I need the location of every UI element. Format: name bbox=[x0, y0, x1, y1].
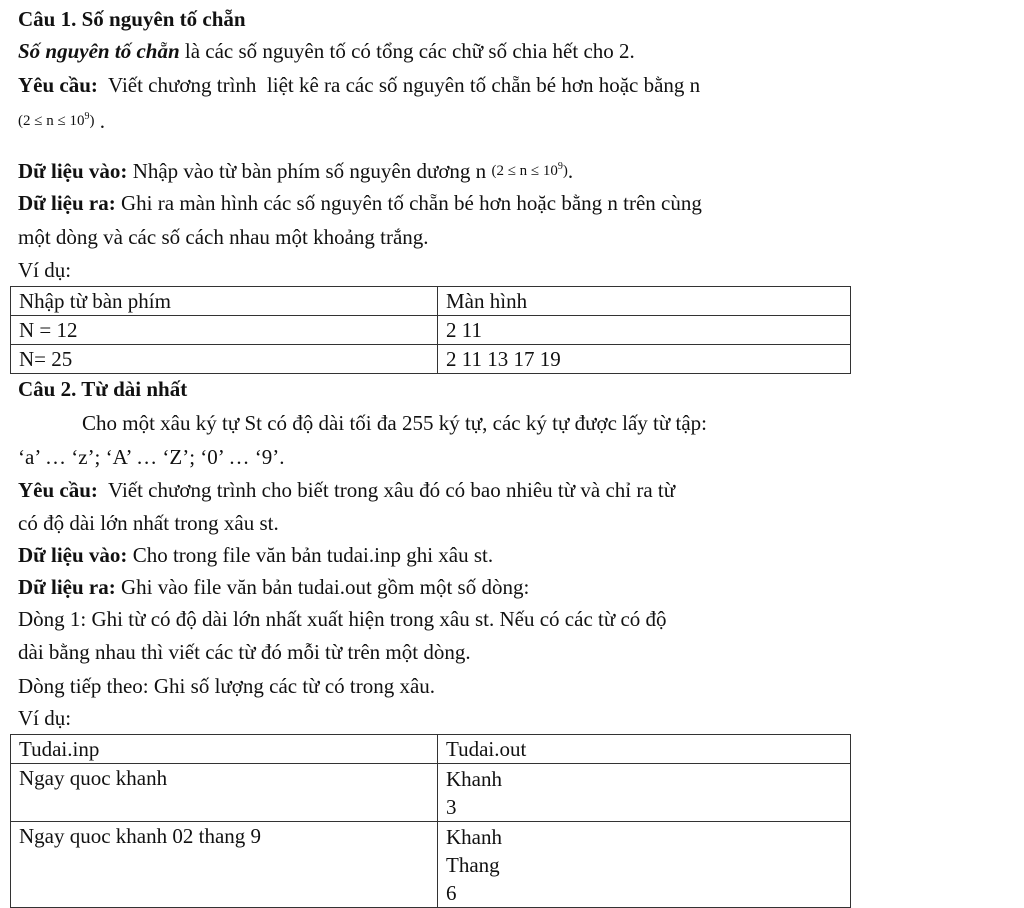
table-cell: Ngay quoc khanh 02 thang 9 bbox=[11, 822, 438, 908]
output-line: 3 bbox=[446, 795, 457, 819]
q2-line2: Dòng tiếp theo: Ghi số lượng các từ có trong xâu. bbox=[18, 674, 436, 698]
q2-example-table bbox=[10, 734, 851, 908]
table-header: Tudai.out bbox=[438, 735, 851, 764]
q2-title: Câu 2. Từ dài nhất bbox=[18, 377, 188, 401]
q2-desc1: Cho một xâu ký tự St có độ dài tối đa 255 ký tự, các ký tự được lấy từ tập: bbox=[82, 411, 708, 435]
q2-line1b: dài bằng nhau thì viết các từ đó mỗi từ trên một dòng. bbox=[18, 640, 471, 664]
q2-requirement bbox=[18, 477, 675, 504]
q2-req-text: Viết chương trình cho biết trong xâu đó có bao nhiêu từ và chỉ ra từ bbox=[97, 478, 676, 502]
q1-requirement bbox=[18, 72, 700, 99]
q1-output-text2: một dòng và các số cách nhau một khoảng trắng. bbox=[18, 225, 429, 249]
q1-req-text: Viết chương trình liệt kê ra các số nguyên tố chẵn bé hơn hoặc bằng n bbox=[97, 73, 701, 97]
table-row bbox=[11, 345, 851, 374]
q1-example-label: Ví dụ: bbox=[18, 258, 72, 282]
output-line: Thang bbox=[446, 853, 500, 877]
table-cell: Ngay quoc khanh bbox=[11, 764, 438, 822]
q1-input-text: Nhập vào từ bàn phím số nguyên dương n bbox=[127, 159, 492, 183]
table-cell bbox=[438, 822, 851, 908]
table-row bbox=[11, 287, 851, 316]
q1-output bbox=[18, 190, 702, 217]
q2-desc2: ‘a’ … ‘z’; ‘A’ … ‘Z’; ‘0’ … ‘9’. bbox=[18, 445, 285, 469]
q1-constraint: $(2 \le n \le 10^9)$ bbox=[18, 111, 95, 129]
table-row bbox=[11, 735, 851, 764]
output-line: 6 bbox=[446, 881, 457, 905]
q1-input: Dữ liệu vào: Nhập vào từ bàn phím số nguyên dương n $(2 \le n \le 10^9)$. bbox=[18, 159, 574, 183]
q2-input bbox=[18, 542, 493, 569]
table-cell: N= 25 bbox=[11, 345, 438, 374]
table-row bbox=[11, 822, 851, 908]
q1-output-label: Dữ liệu ra: bbox=[18, 191, 116, 215]
q2-output bbox=[18, 574, 529, 601]
q2-output-text: Ghi vào file văn bản tudai.out gồm một số dòng: bbox=[115, 575, 530, 599]
table-cell: 2 11 bbox=[438, 316, 851, 345]
q1-req-label: Yêu cầu: bbox=[18, 73, 98, 97]
table-cell: N = 12 bbox=[11, 316, 438, 345]
q1-example-table bbox=[10, 286, 851, 374]
q1-def-term: Số nguyên tố chẵn bbox=[18, 39, 180, 63]
q2-example-label: Ví dụ: bbox=[18, 706, 72, 730]
table-header: Nhập từ bàn phím bbox=[11, 287, 438, 316]
q1-constraint-line: $(2 \le n \le 10^9)$ . bbox=[18, 109, 105, 133]
q2-req-label: Yêu cầu: bbox=[18, 478, 98, 502]
output-line: Khanh bbox=[446, 825, 502, 849]
table-cell bbox=[438, 764, 851, 822]
q1-title: Câu 1. Số nguyên tố chẵn bbox=[18, 7, 246, 31]
q1-definition bbox=[18, 38, 635, 65]
q1-def-rest: là các số nguyên tố có tổng các chữ số chia hết cho 2. bbox=[179, 39, 635, 63]
output-line: Khanh bbox=[446, 767, 502, 791]
table-row bbox=[11, 764, 851, 822]
table-row bbox=[11, 316, 851, 345]
q2-input-label: Dữ liệu vào: bbox=[18, 543, 128, 567]
q1-output-text: Ghi ra màn hình các số nguyên tố chẵn bé hơn hoặc bằng n trên cùng bbox=[115, 191, 702, 215]
q2-line1: Dòng 1: Ghi từ có độ dài lớn nhất xuất hiện trong xâu st. Nếu có các từ có độ bbox=[18, 607, 667, 631]
q2-output-label: Dữ liệu ra: bbox=[18, 575, 116, 599]
table-header: Tudai.inp bbox=[11, 735, 438, 764]
table-header: Màn hình bbox=[438, 287, 851, 316]
q2-req-text2: có độ dài lớn nhất trong xâu st. bbox=[18, 511, 279, 535]
q1-input-constraint: $(2 \le n \le 10^9)$ bbox=[491, 161, 568, 179]
q2-input-text: Cho trong file văn bản tudai.inp ghi xâu st. bbox=[127, 543, 494, 567]
table-cell: 2 11 13 17 19 bbox=[438, 345, 851, 374]
q1-input-label: Dữ liệu vào: bbox=[18, 159, 128, 183]
